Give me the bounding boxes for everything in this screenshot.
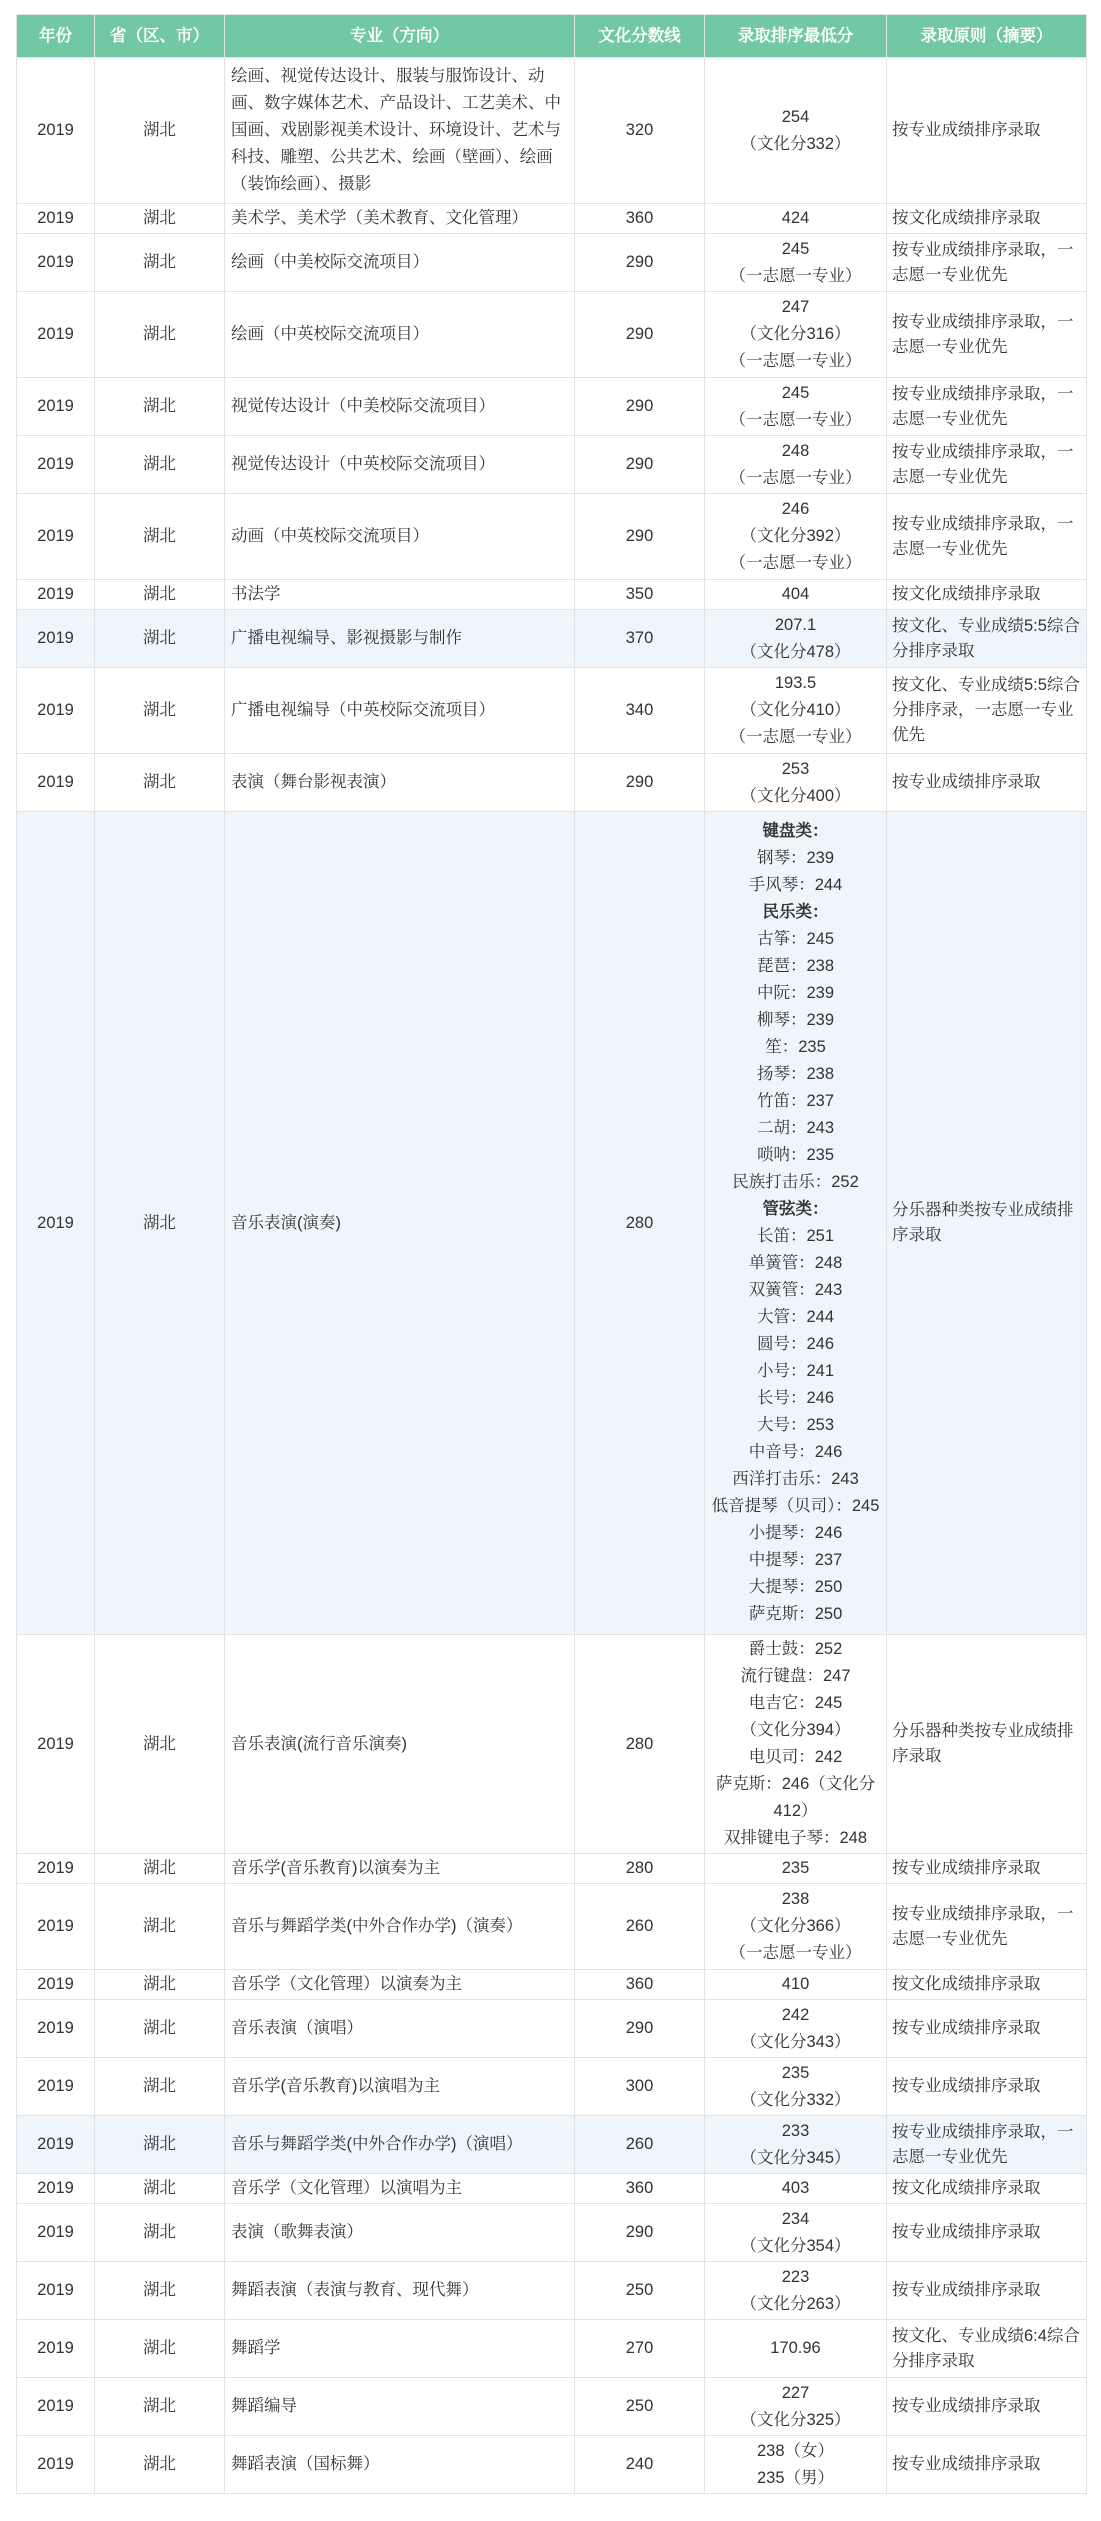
cell-year: 2019 (17, 58, 95, 204)
cell-major: 音乐表演（演唱） (225, 2000, 575, 2058)
cell-min-rank-score (705, 1854, 887, 1884)
rank-category-label: 民乐类： (762, 903, 829, 921)
table-row (17, 58, 1087, 204)
cell-culture-score: 250 (575, 2378, 705, 2436)
rank-line: 古筝：245 (756, 930, 835, 948)
cell-year: 2019 (17, 2204, 95, 2262)
cell-province: 湖北 (95, 1854, 225, 1884)
cell-admission-rule: 按专业成绩排序录取，一志愿一专业优先 (887, 436, 1087, 494)
admission-table-container (16, 14, 1086, 2494)
header-min-rank-score: 录取排序最低分 (705, 15, 887, 58)
cell-culture-score: 280 (575, 812, 705, 1635)
rank-line: （文化分332） (740, 134, 851, 153)
table-row (17, 436, 1087, 494)
table-row (17, 494, 1087, 580)
cell-min-rank-score (705, 668, 887, 754)
cell-province: 湖北 (95, 1970, 225, 2000)
rank-line: 235 (781, 2063, 810, 2082)
rank-line: 中音号：246 (748, 1443, 843, 1461)
cell-year: 2019 (17, 668, 95, 754)
cell-min-rank-score (705, 812, 887, 1635)
rank-line: 大管：244 (756, 1308, 835, 1326)
rank-line: 193.5 (774, 674, 817, 692)
cell-min-rank-score (705, 1884, 887, 1970)
rank-line: 170.96 (770, 2339, 821, 2357)
rank-line: 竹笛：237 (756, 1092, 835, 1110)
cell-min-rank-score (705, 580, 887, 610)
cell-major: 表演（歌舞表演） (225, 2204, 575, 2262)
cell-culture-score: 300 (575, 2058, 705, 2116)
table-row (17, 2058, 1087, 2116)
rank-line: （文化分478） (740, 642, 851, 661)
rank-line: 246 (781, 500, 810, 518)
rank-line: （文化分325） (740, 2410, 851, 2429)
table-row (17, 2320, 1087, 2378)
cell-year: 2019 (17, 580, 95, 610)
rank-line: 钢琴：239 (756, 849, 835, 867)
cell-major: 表演（舞台影视表演） (225, 754, 575, 812)
cell-min-rank-score (705, 204, 887, 234)
cell-province: 湖北 (95, 2058, 225, 2116)
cell-min-rank-score (705, 2204, 887, 2262)
cell-province: 湖北 (95, 1884, 225, 1970)
rank-line: （一志愿一专业） (729, 468, 862, 487)
cell-min-rank-score (705, 2378, 887, 2436)
table-row (17, 234, 1087, 292)
cell-min-rank-score (705, 436, 887, 494)
table-body (17, 58, 1087, 2494)
header-province: 省（区、市） (95, 15, 225, 58)
cell-admission-rule: 按文化、专业成绩6:4综合分排序录取 (887, 2320, 1087, 2378)
cell-year: 2019 (17, 2320, 95, 2378)
cell-min-rank-score (705, 2174, 887, 2204)
rank-line: 234 (781, 2209, 810, 2228)
cell-year: 2019 (17, 378, 95, 436)
cell-province: 湖北 (95, 2262, 225, 2320)
rank-line: （一志愿一专业） (729, 1944, 862, 1962)
cell-province: 湖北 (95, 2436, 225, 2494)
cell-province: 湖北 (95, 580, 225, 610)
cell-admission-rule: 按专业成绩排序录取 (887, 2378, 1087, 2436)
header-admission-rule: 录取原则（摘要） (887, 15, 1087, 58)
cell-admission-rule: 按文化成绩排序录取 (887, 2174, 1087, 2204)
cell-min-rank-score (705, 2262, 887, 2320)
cell-admission-rule: 按文化成绩排序录取 (887, 1970, 1087, 2000)
rank-line: （一志愿一专业） (729, 266, 862, 285)
rank-line: 电吉它：245 (748, 1694, 843, 1712)
cell-culture-score: 260 (575, 1884, 705, 1970)
rank-line: （文化分400） (740, 786, 851, 805)
table-header (17, 15, 1087, 58)
cell-major: 音乐与舞蹈学类(中外合作办学)（演唱） (225, 2116, 575, 2174)
cell-min-rank-score (705, 754, 887, 812)
cell-province: 湖北 (95, 2116, 225, 2174)
rank-line: 萨克斯：246（文化分412） (715, 1775, 876, 1820)
admission-table (16, 14, 1087, 2494)
table-row (17, 2174, 1087, 2204)
cell-admission-rule: 按文化、专业成绩5:5综合分排序录，一志愿一专业优先 (887, 668, 1087, 754)
cell-admission-rule: 按专业成绩排序录取 (887, 2000, 1087, 2058)
cell-admission-rule: 按专业成绩排序录取，一志愿一专业优先 (887, 1884, 1087, 1970)
table-row (17, 292, 1087, 378)
cell-major: 音乐与舞蹈学类(中外合作办学)（演奏） (225, 1884, 575, 1970)
cell-province: 湖北 (95, 436, 225, 494)
cell-culture-score: 290 (575, 2204, 705, 2262)
cell-culture-score: 340 (575, 668, 705, 754)
cell-major: 动画（中英校际交流项目） (225, 494, 575, 580)
cell-min-rank-score (705, 2320, 887, 2378)
rank-line: 小号：241 (756, 1362, 835, 1380)
cell-year: 2019 (17, 1854, 95, 1884)
rank-line: 227 (781, 2383, 810, 2402)
rank-line: 245 (781, 383, 810, 402)
cell-province: 湖北 (95, 58, 225, 204)
rank-line: 410 (781, 1975, 810, 1993)
rank-line: （文化分345） (740, 2148, 851, 2167)
rank-line: 大号：253 (756, 1416, 835, 1434)
table-row (17, 2116, 1087, 2174)
rank-line: 长笛：251 (756, 1227, 835, 1245)
rank-line: 圆号：246 (756, 1335, 835, 1353)
header-year: 年份 (17, 15, 95, 58)
table-row (17, 1884, 1087, 1970)
cell-min-rank-score (705, 2058, 887, 2116)
rank-line: 403 (781, 2179, 810, 2197)
cell-year: 2019 (17, 754, 95, 812)
cell-year: 2019 (17, 292, 95, 378)
cell-culture-score: 290 (575, 378, 705, 436)
cell-culture-score: 290 (575, 436, 705, 494)
cell-year: 2019 (17, 2436, 95, 2494)
rank-line: 萨克斯：250 (748, 1605, 843, 1623)
table-row (17, 1635, 1087, 1854)
cell-min-rank-score (705, 378, 887, 436)
cell-year: 2019 (17, 436, 95, 494)
rank-line: 单簧管：248 (748, 1254, 843, 1272)
table-row (17, 1854, 1087, 1884)
cell-province: 湖北 (95, 204, 225, 234)
rank-line: 235 (781, 1859, 810, 1877)
rank-line: 大提琴：250 (748, 1578, 843, 1596)
cell-province: 湖北 (95, 2000, 225, 2058)
table-row (17, 580, 1087, 610)
cell-culture-score: 280 (575, 1854, 705, 1884)
cell-province: 湖北 (95, 2174, 225, 2204)
cell-major: 视觉传达设计（中美校际交流项目） (225, 378, 575, 436)
rank-line: 253 (781, 759, 810, 778)
cell-culture-score: 290 (575, 754, 705, 812)
cell-major: 舞蹈学 (225, 2320, 575, 2378)
rank-line: 248 (781, 441, 810, 460)
cell-province: 湖北 (95, 2378, 225, 2436)
cell-province: 湖北 (95, 812, 225, 1635)
cell-culture-score: 290 (575, 494, 705, 580)
rank-line: 233 (781, 2121, 810, 2140)
cell-culture-score: 250 (575, 2262, 705, 2320)
cell-culture-score: 370 (575, 610, 705, 668)
rank-line: 扬琴：238 (756, 1065, 835, 1083)
cell-major: 绘画（中英校际交流项目） (225, 292, 575, 378)
cell-major: 舞蹈表演（表演与教育、现代舞） (225, 2262, 575, 2320)
cell-culture-score: 350 (575, 580, 705, 610)
cell-province: 湖北 (95, 2204, 225, 2262)
rank-line: 238 (781, 1890, 810, 1908)
rank-line: 手风琴：244 (748, 876, 843, 894)
cell-min-rank-score (705, 1970, 887, 2000)
cell-admission-rule: 按专业成绩排序录取，一志愿一专业优先 (887, 378, 1087, 436)
cell-year: 2019 (17, 2378, 95, 2436)
rank-category-label: 管弦类： (762, 1200, 829, 1218)
rank-line: （文化分354） (740, 2236, 851, 2255)
cell-admission-rule: 按专业成绩排序录取，一志愿一专业优先 (887, 234, 1087, 292)
cell-admission-rule: 按专业成绩排序录取，一志愿一专业优先 (887, 2116, 1087, 2174)
rank-line: （一志愿一专业） (729, 352, 862, 370)
cell-province: 湖北 (95, 754, 225, 812)
rank-line: 小提琴：246 (748, 1524, 843, 1542)
cell-culture-score: 290 (575, 234, 705, 292)
cell-culture-score: 270 (575, 2320, 705, 2378)
rank-line: 双簧管：243 (748, 1281, 843, 1299)
cell-min-rank-score (705, 2000, 887, 2058)
rank-line: （文化分366） (740, 1917, 851, 1935)
table-row (17, 812, 1087, 1635)
rank-line: 207.1 (774, 615, 817, 634)
cell-min-rank-score (705, 2116, 887, 2174)
rank-line: 235（男） (756, 2468, 835, 2487)
cell-major: 音乐学（文化管理）以演唱为主 (225, 2174, 575, 2204)
rank-line: （一志愿一专业） (729, 728, 862, 746)
cell-province: 湖北 (95, 610, 225, 668)
cell-major: 广播电视编导（中英校际交流项目） (225, 668, 575, 754)
cell-admission-rule: 分乐器种类按专业成绩排序录取 (887, 812, 1087, 1635)
rank-line: 低音提琴（贝司）：245 (711, 1497, 880, 1515)
table-row (17, 378, 1087, 436)
rank-line: 柳琴：239 (756, 1011, 835, 1029)
cell-province: 湖北 (95, 292, 225, 378)
cell-major: 音乐学（文化管理）以演奏为主 (225, 1970, 575, 2000)
cell-major: 绘画、视觉传达设计、服装与服饰设计、动画、数字媒体艺术、产品设计、工艺美术、中国画、戏剧影视美术设计、环境设计、艺术与科技、雕塑、公共艺术、绘画（壁画）、绘画（装饰绘画）、摄影 (225, 58, 575, 204)
cell-culture-score: 360 (575, 2174, 705, 2204)
table-row (17, 2436, 1087, 2494)
table-row (17, 2378, 1087, 2436)
cell-year: 2019 (17, 1970, 95, 2000)
rank-line: 笙：235 (765, 1038, 826, 1056)
cell-culture-score: 290 (575, 2000, 705, 2058)
rank-line: （文化分263） (740, 2294, 851, 2313)
cell-major: 视觉传达设计（中英校际交流项目） (225, 436, 575, 494)
table-row (17, 204, 1087, 234)
rank-line: 中阮：239 (756, 984, 835, 1002)
rank-category-label: 键盘类： (762, 822, 829, 840)
cell-province: 湖北 (95, 1635, 225, 1854)
cell-province: 湖北 (95, 668, 225, 754)
cell-culture-score: 240 (575, 2436, 705, 2494)
rank-line: 223 (781, 2267, 810, 2286)
cell-year: 2019 (17, 2058, 95, 2116)
cell-major: 音乐表演(演奏) (225, 812, 575, 1635)
rank-line: 中提琴：237 (748, 1551, 843, 1569)
cell-admission-rule: 按文化成绩排序录取 (887, 204, 1087, 234)
cell-admission-rule: 按专业成绩排序录取 (887, 58, 1087, 204)
cell-min-rank-score (705, 1635, 887, 1854)
cell-year: 2019 (17, 812, 95, 1635)
cell-culture-score: 290 (575, 292, 705, 378)
rank-line: 琵琶：238 (756, 957, 835, 975)
rank-line: 254 (781, 107, 810, 126)
rank-line: 长号：246 (756, 1389, 835, 1407)
rank-line: 爵士鼓：252 (748, 1640, 843, 1658)
cell-year: 2019 (17, 204, 95, 234)
cell-major: 音乐学(音乐教育)以演奏为主 (225, 1854, 575, 1884)
cell-admission-rule: 按专业成绩排序录取 (887, 754, 1087, 812)
rank-line: 西洋打击乐：243 (732, 1470, 859, 1488)
rank-line: 245 (781, 239, 810, 258)
rank-line: （文化分332） (740, 2090, 851, 2109)
cell-min-rank-score (705, 494, 887, 580)
table-row (17, 2204, 1087, 2262)
cell-min-rank-score (705, 2436, 887, 2494)
rank-line: 双排键电子琴：248 (723, 1829, 868, 1847)
cell-major: 书法学 (225, 580, 575, 610)
rank-line: 流行键盘：247 (740, 1667, 851, 1685)
cell-province: 湖北 (95, 494, 225, 580)
header-major: 专业（方向） (225, 15, 575, 58)
cell-year: 2019 (17, 2000, 95, 2058)
cell-province: 湖北 (95, 234, 225, 292)
cell-major: 绘画（中美校际交流项目） (225, 234, 575, 292)
cell-admission-rule: 分乐器种类按专业成绩排序录取 (887, 1635, 1087, 1854)
rank-line: （文化分410） (740, 701, 851, 719)
cell-year: 2019 (17, 1635, 95, 1854)
rank-line: 424 (781, 209, 810, 227)
cell-major: 舞蹈编导 (225, 2378, 575, 2436)
table-row (17, 2000, 1087, 2058)
cell-year: 2019 (17, 2262, 95, 2320)
rank-line: 电贝司：242 (748, 1748, 843, 1766)
cell-min-rank-score (705, 234, 887, 292)
rank-line: 238（女） (756, 2441, 835, 2460)
cell-year: 2019 (17, 2116, 95, 2174)
cell-admission-rule: 按专业成绩排序录取 (887, 2436, 1087, 2494)
cell-admission-rule: 按专业成绩排序录取，一志愿一专业优先 (887, 292, 1087, 378)
cell-culture-score: 320 (575, 58, 705, 204)
rank-line: （文化分394） (740, 1721, 851, 1739)
cell-year: 2019 (17, 610, 95, 668)
rank-line: 247 (781, 298, 810, 316)
cell-year: 2019 (17, 494, 95, 580)
cell-year: 2019 (17, 234, 95, 292)
cell-major: 美术学、美术学（美术教育、文化管理） (225, 204, 575, 234)
rank-line: （一志愿一专业） (729, 410, 862, 429)
cell-admission-rule: 按专业成绩排序录取 (887, 2204, 1087, 2262)
header-culture-score: 文化分数线 (575, 15, 705, 58)
rank-line: （文化分343） (740, 2032, 851, 2051)
table-row (17, 610, 1087, 668)
rank-line: 242 (781, 2005, 810, 2024)
cell-province: 湖北 (95, 378, 225, 436)
cell-culture-score: 360 (575, 1970, 705, 2000)
cell-major: 音乐表演(流行音乐演奏) (225, 1635, 575, 1854)
table-row (17, 2262, 1087, 2320)
cell-admission-rule: 按文化、专业成绩5:5综合分排序录取 (887, 610, 1087, 668)
cell-admission-rule: 按文化成绩排序录取 (887, 580, 1087, 610)
cell-admission-rule: 按专业成绩排序录取 (887, 1854, 1087, 1884)
cell-culture-score: 360 (575, 204, 705, 234)
cell-major: 广播电视编导、影视摄影与制作 (225, 610, 575, 668)
cell-culture-score: 280 (575, 1635, 705, 1854)
table-row (17, 754, 1087, 812)
cell-admission-rule: 按专业成绩排序录取，一志愿一专业优先 (887, 494, 1087, 580)
table-row (17, 668, 1087, 754)
cell-min-rank-score (705, 58, 887, 204)
rank-line: （一志愿一专业） (729, 554, 862, 572)
cell-admission-rule: 按专业成绩排序录取 (887, 2058, 1087, 2116)
cell-min-rank-score (705, 292, 887, 378)
cell-admission-rule: 按专业成绩排序录取 (887, 2262, 1087, 2320)
rank-line: （文化分316） (740, 325, 851, 343)
rank-line: （文化分392） (740, 527, 851, 545)
cell-major: 舞蹈表演（国标舞） (225, 2436, 575, 2494)
cell-min-rank-score (705, 610, 887, 668)
rank-line: 唢呐：235 (756, 1146, 835, 1164)
cell-major: 音乐学(音乐教育)以演唱为主 (225, 2058, 575, 2116)
cell-province: 湖北 (95, 2320, 225, 2378)
rank-line: 404 (781, 585, 810, 603)
header-row (17, 15, 1087, 58)
cell-culture-score: 260 (575, 2116, 705, 2174)
rank-line: 民族打击乐：252 (732, 1173, 859, 1191)
cell-year: 2019 (17, 2174, 95, 2204)
cell-year: 2019 (17, 1884, 95, 1970)
rank-line: 二胡：243 (756, 1119, 835, 1137)
table-row (17, 1970, 1087, 2000)
